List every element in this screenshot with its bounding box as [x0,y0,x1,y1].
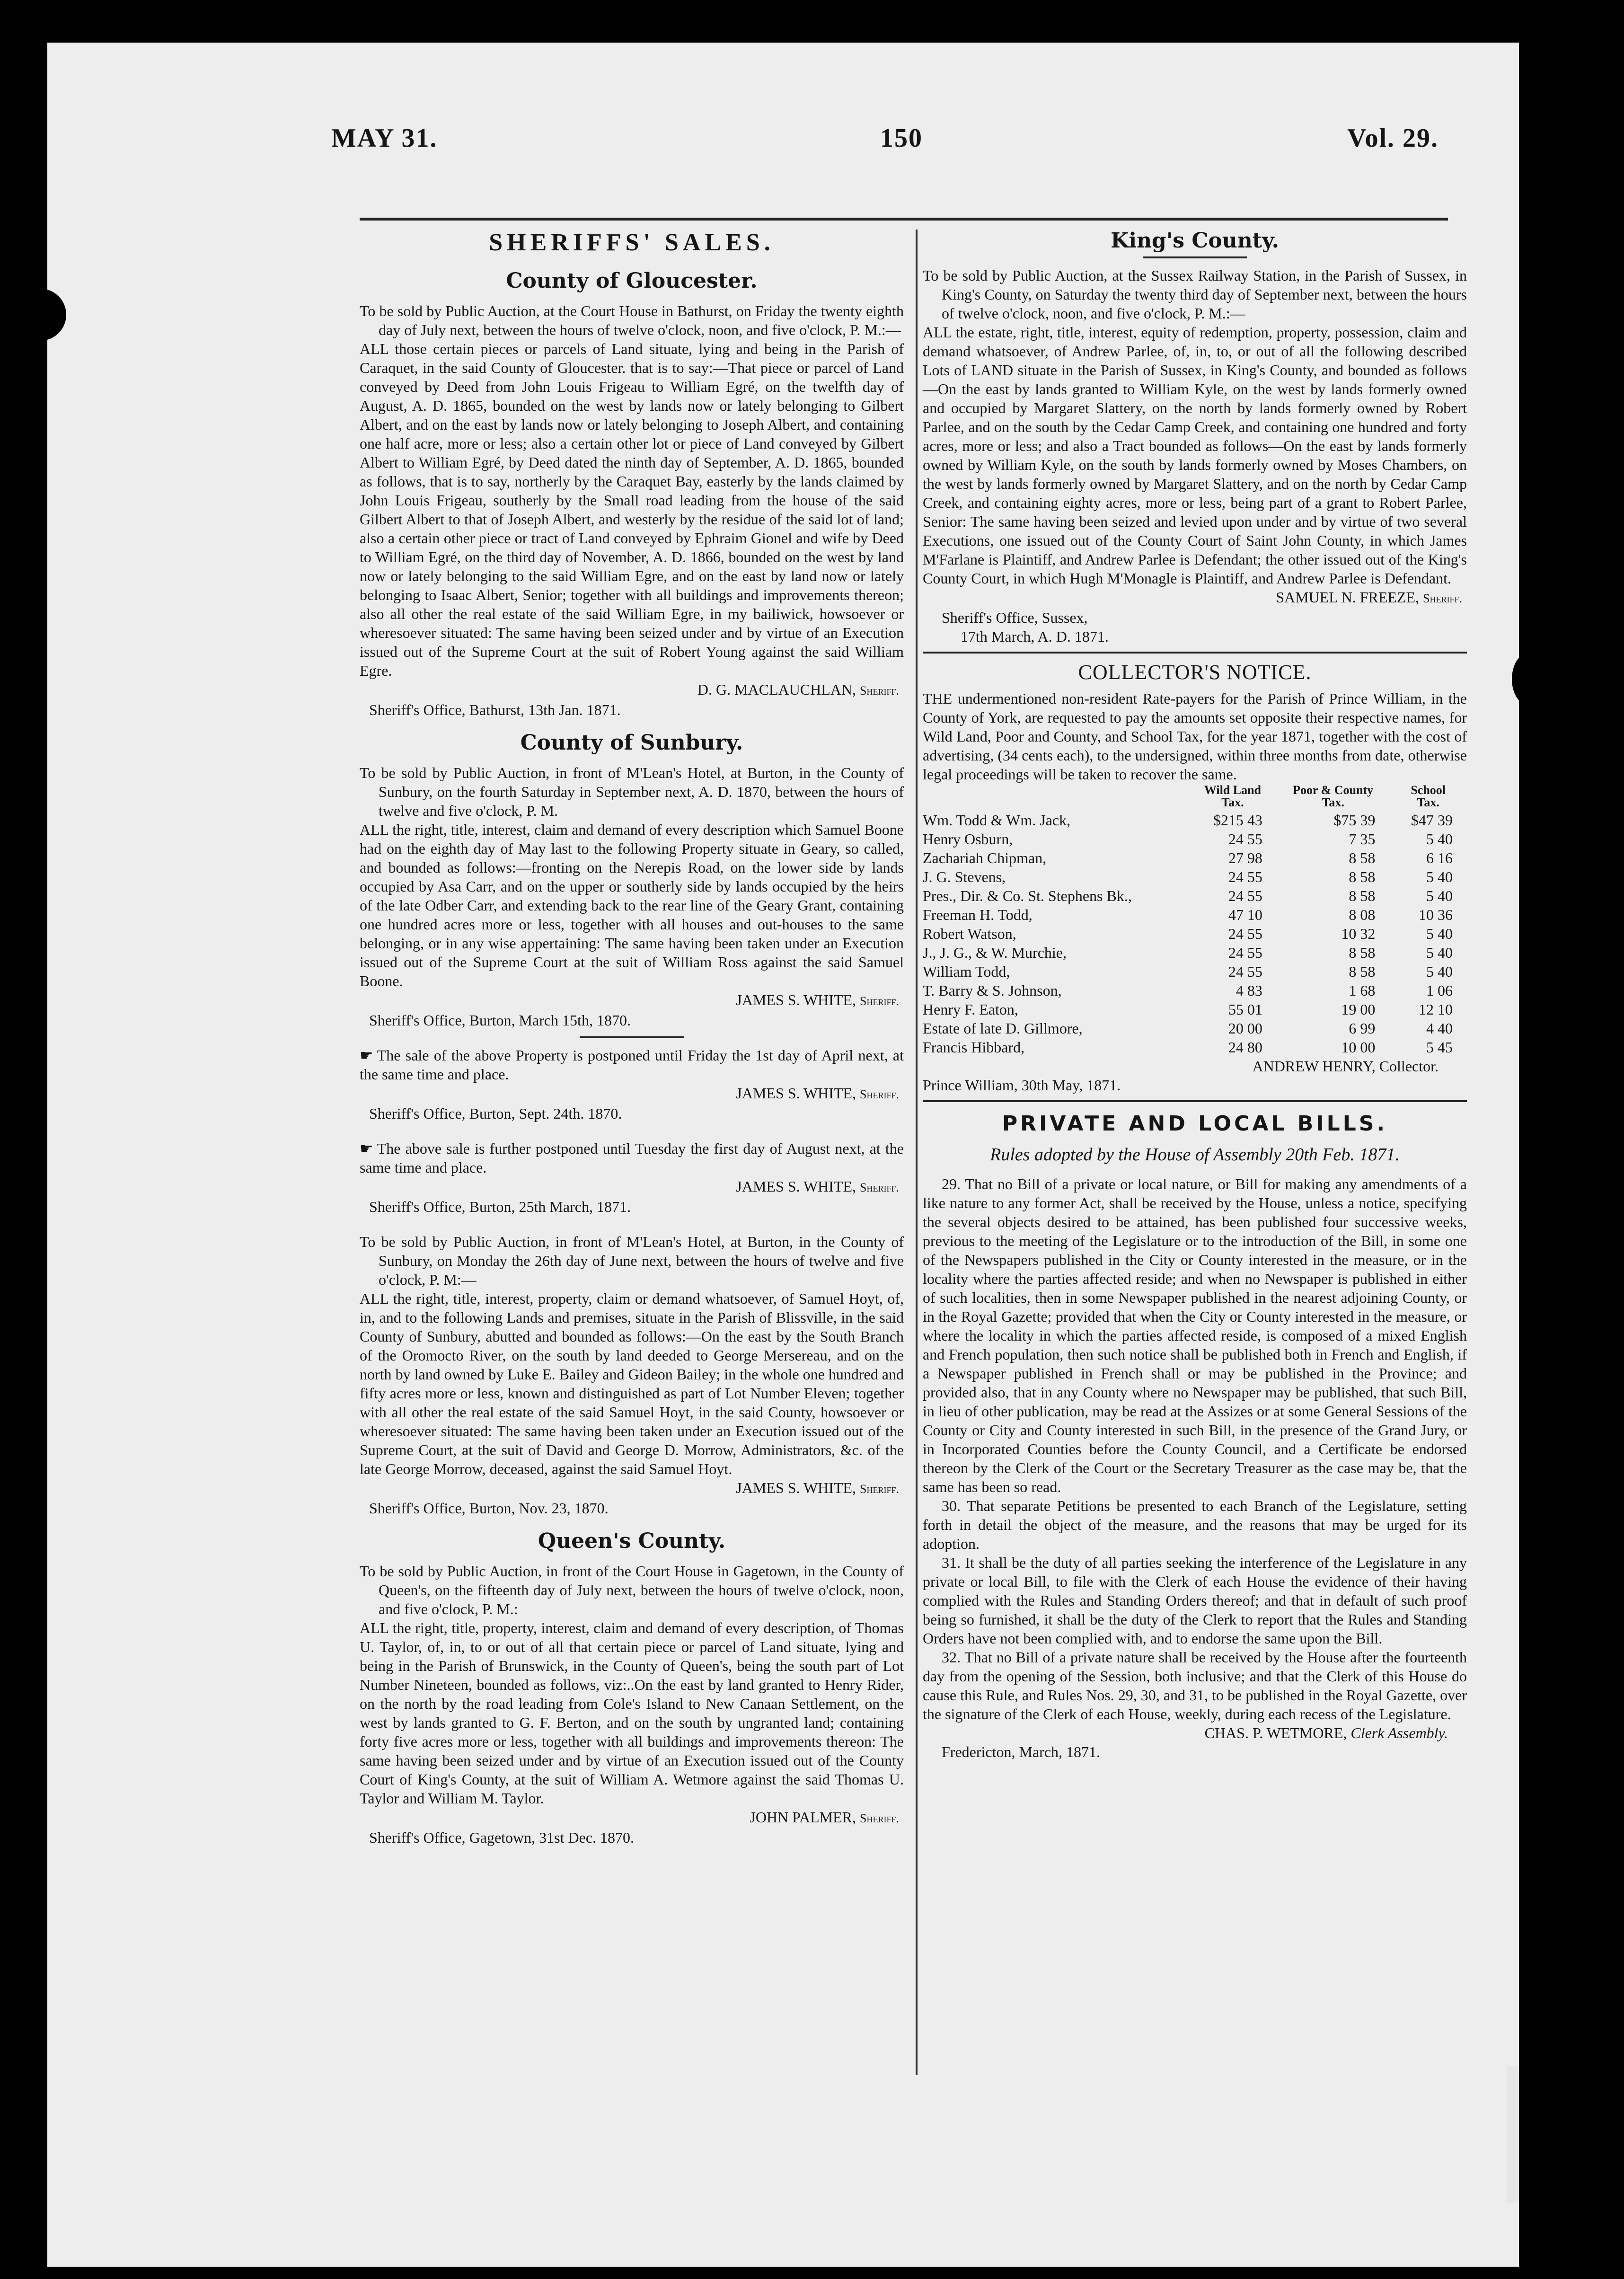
table-row [923,811,1467,830]
ratepayer-name: Zachariah Chipman, [923,849,1047,866]
tax-amount: 6 99 [1349,1020,1376,1037]
tax-amount: $47 39 [1411,812,1453,829]
table-row [923,981,1467,1000]
county-heading: County of Sunbury. [520,731,743,755]
tax-amount: 19 00 [1341,1001,1376,1018]
sheriff-signature: D. G. MACLAUCHLAN, Sheriff. [697,681,899,698]
header-volume: Vol. 29. [1347,124,1439,153]
newspaper-page [47,43,1519,2267]
tax-amount: 6 16 [1426,849,1453,866]
ratepayer-name: Francis Hibbard, [923,1039,1025,1056]
notice-body: ALL the estate, right, title, interest, equity of redemption, property, possession, claim and demand whatsoever, of Andrew Parlee, of, in, to, or out of all the following described Lots of LAND situate in the Parish of Sussex, in King's County, and bounded as follows—On the east by lands granted to William Kyle, on the west by lands formerly owned and occupied by Margaret Slattery, on the north by lands formerly owned by Robert Parlee, and on the south by the Cedar Camp Creek, and containing one hundred and forty acres, more or less; and also a Tract bounded as follows—On the east by lands formerly owned by William Kyle, on the south by lands formerly owned by Moses Chambers, on the west by lands formerly owned by Margaret Slattery, and on the north by Cedar Camp Creek, and containing eighty acres, more or less, being part of a grant to Robert Parlee, Senior: The same having been seized and levied upon under and by virtue of two several Executions, one issued out of the County Court of Saint John County, in which James M'Farlane is Plaintiff, and Andrew Parlee is Defendant; the other issued out of the King's County Court, in which Hugh M'Monagle is Plaintiff, and Andrew Parlee is Defendant. [923,324,1467,587]
ratepayer-name: Pres., Dir. & Co. St. Stephens Bk., [923,887,1132,904]
postponement-notice: ☛ The above sale is further postponed until Tuesday the first day of August next, at the same time and place. [360,1140,904,1176]
notice-body: ALL the right, title, interest, property, claim or demand whatsoever, of Samuel Hoyt, of, in, and to the following Lands and premises, situate in the Parish of Blissville, in the said County of Sunbury, abutted and bounded as follows:—On the east by the South Branch of the Oromocto River, on the south by land deeded to George Mersereau, and on the north by land owned by Luke E. Bailey and Gideon Bailey; in the whole one hundred and fifty acres more or less, known and distinguished as part of Lot Number Eleven; together with all other the real estate of the said Samuel Hoyt, in the said County, howsoever or wheresoever situated: The same having been taken under an Execution issued out of the Supreme Court, at the suit of David and George D. Morrow, Administrators, &c. of the late George Morrow, deceased, against the said Samuel Hoyt. [360,1290,904,1477]
pointing-hand-icon: ☛ [360,1140,373,1157]
sheriffs-sales-heading: SHERIFFS' SALES. [489,229,775,256]
table-row [923,830,1467,848]
clerk-signature: CHAS. P. WETMORE, Clerk Assembly. [1204,1724,1448,1741]
tax-amount: 8 58 [1349,963,1376,980]
table-row [923,867,1467,886]
table-row [923,943,1467,962]
header-page-number: 150 [880,124,923,153]
tax-amount: 8 58 [1349,849,1376,866]
sheriff-signature: SAMUEL N. FREEZE, Sheriff. [1276,589,1462,606]
ratepayer-name: Wm. Todd & Wm. Jack, [923,812,1071,829]
rule-31: 31. It shall be the duty of all parties seeking the interference of the Legislature in any private or local Bill, to file with the Clerk of each House the evidence of their having complied with the Rules and Standing Orders thereof; and that in default of such proof being so furnished, it shall be the duty of the Clerk to report that the Rules and Standing Orders have not been complied with, and to endorse the same upon the Bill. [923,1554,1467,1647]
sheriff-signature: JOHN PALMER, Sheriff. [750,1809,899,1826]
tax-amount: 20 00 [1228,1020,1262,1037]
tax-amount: 8 58 [1349,868,1376,885]
sheriff-office-date: Sheriff's Office, Burton, Nov. 23, 1870. [369,1500,609,1517]
rule-32: 32. That no Bill of a private nature shall be received by the House after the fourteenth day from the opening of the Session, both inclusive; and that the Clerk of this House do cause this Rule, and Rules Nos. 29, 30, and 31, to be published in the Royal Gazette, over the signature of the Clerk of each House, weekly, during each recess of the Legislature. [923,1649,1467,1722]
postponement-notice: ☛ The sale of the above Property is postponed until Friday the 1st day of April next, at the same time and place. [360,1046,904,1083]
tax-amount: 8 58 [1349,887,1376,904]
section-rule [923,652,1467,654]
ratepayer-name: J. G. Stevens, [923,868,1006,885]
pointing-hand-icon: ☛ [360,1046,373,1064]
tax-amount: 1 68 [1349,982,1376,999]
rules-adopted-subheading: Rules adopted by the House of Assembly 20th Feb. 1871. [990,1145,1400,1165]
section-rule [580,1036,684,1038]
table-row [923,962,1467,981]
col-poor-county: Poor & County Tax. [1293,783,1374,809]
notice-body: ALL the right, title, interest, claim and demand of every description which Samuel Boone had on the eighth day of May last to the following Property situate in Geary, so called, and bounded as follows:—fronting on the Nerepis Road, on the lower side by lands occupied by Asa Carr, and on the upper or southerly side by lands occupied by the heirs of the late Odber Carr, and extending back to the rear line of the Geary Grant, containing one hundred acres more or less, together with all houses and out-houses to the same belonging, or in any wise appertaining: The same having been taken under an Execution issued out of the Supreme Court at the suit of William Ross against the said Samuel Boone. [360,821,904,989]
tax-amount: 8 58 [1349,944,1376,961]
bills-place-date: Fredericton, March, 1871. [942,1743,1101,1760]
header-date: MAY 31. [331,124,438,153]
county-heading: County of Gloucester. [506,269,758,293]
tax-amount: 5 40 [1426,944,1453,961]
sheriff-office-date: Sheriff's Office, Burton, March 15th, 1870. [369,1012,631,1029]
ratepayer-name: Henry Osburn, [923,830,1013,848]
tax-amount: 7 35 [1349,830,1376,848]
tax-amount: 24 80 [1228,1039,1262,1056]
ratepayers-rows [923,811,1467,1057]
table-row [923,1038,1467,1057]
tax-amount: 24 55 [1228,868,1262,885]
notice-intro: To be sold by Public Auction, in front of M'Lean's Hotel, at Burton, in the County of Sunbury, on the fourth Saturday in September next, A. D. 1870, between the hours of twelve and five o'clock, P. M. [360,764,904,819]
notice-intro: To be sold by Public Auction, in front of M'Lean's Hotel, at Burton, in the County of Sunbury, on Monday the 26th day of June next, between the hours of twelve and five o'clock, P. M:— [360,1233,904,1288]
tax-amount: 5 40 [1426,925,1453,942]
collectors-notice-text: THE undermentioned non-resident Rate-payers for the Parish of Prince William, in the County of York, are requested to pay the amounts set opposite their respective names, for Wild Land, Poor and County, and School Tax, for the year 1871, together with the cost of advertising, (34 cents each), to the undersigned, within three months from date, otherwise legal proceedings will be taken to recover the same. [923,690,1467,783]
tax-amount: 27 98 [1228,849,1262,866]
county-heading: King's County. [1111,229,1279,253]
table-row [923,905,1467,924]
table-row [923,1000,1467,1019]
sheriff-signature: JAMES S. WHITE, Sheriff. [736,991,899,1008]
header-rule [360,218,1448,221]
notice-intro: To be sold by Public Auction, at the Court House in Bathurst, on Friday the twenty eighth day of July next, between the hours of twelve o'clock, noon, and five o'clock, P. M.:— [360,302,904,338]
private-local-bills-heading: PRIVATE AND LOCAL BILLS. [1002,1112,1388,1136]
county-heading: Queen's County. [538,1529,726,1553]
left-column [360,225,904,1847]
ratepayer-name: J., J. G., & W. Murchie, [923,944,1067,961]
binding-hole [47,289,66,341]
sheriff-signature: JAMES S. WHITE, Sheriff. [736,1085,899,1102]
section-rule [1143,256,1247,258]
tax-amount: 10 36 [1419,906,1453,923]
tax-amount: 24 55 [1228,830,1262,848]
rule-30: 30. That separate Petitions be presented to each Branch of the Legislature, setting forth in detail the object of the measure, and the reasons that may be urged for its adoption. [923,1497,1467,1552]
tax-amount: 4 83 [1236,982,1262,999]
sheriff-office: Sheriff's Office, Sussex, [942,609,1088,626]
table-row [923,924,1467,943]
tax-amount: 10 00 [1341,1039,1376,1056]
tax-amount: 24 55 [1228,944,1262,961]
col-school: School Tax. [1411,783,1446,809]
ratepayer-name: Estate of late D. Gillmore, [923,1020,1083,1037]
page-header [331,123,1457,170]
ratepayer-name: William Todd, [923,963,1010,980]
tax-amount: 47 10 [1228,906,1262,923]
tax-amount: 5 40 [1426,963,1453,980]
tax-amount: 8 08 [1349,906,1376,923]
table-row [923,886,1467,905]
collectors-notice-heading: COLLECTOR'S NOTICE. [1078,661,1312,684]
sheriff-office-date: Sheriff's Office, Burton, Sept. 24th. 1870. [369,1105,622,1122]
col-wild-land: Wild Land Tax. [1204,783,1262,809]
sheriff-office-date: 17th March, A. D. 1871. [961,628,1109,645]
column-divider [916,230,918,2075]
sheriff-office-date: Sheriff's Office, Gagetown, 31st Dec. 1870. [369,1829,635,1846]
notice-intro: To be sold by Public Auction, in front of the Court House in Gagetown, in the County of Queen's, on the fifteenth day of July next, between the hours of twelve o'clock, noon, and five o'clock, P. M.: [360,1563,904,1617]
ratepayer-name: Freeman H. Todd, [923,906,1033,923]
sheriff-office-date: Sheriff's Office, Burton, 25th March, 1871. [369,1198,631,1215]
rule-29: 29. That no Bill of a private or local nature, or Bill for making any amendments of a like nature to any former Act, shall be received by the House, unless a notice, specifying the several objects desired to be attained, has been published four successive weeks, previous to the meeting of the Legislature or to the introduction of the Bill, in some one of the Newspapers published in the City or County interested in the measure, or in the locality where the parties affected reside; and when no Newspaper is published in either of such localities, then in some Newspaper published in the nearest adjoining County, or in the Royal Gazette; provided that when the City or County interested in the measure, or where the locality in which the parties affected reside, is composed of a mixed English and French population, then such notice shall be published both in French and English, if a Newspaper published in French shall or may be published in the Province; and provided also, that in any County where no Newspaper may be published, that such Bill, in lieu of other publication, may be read at the Assizes or at some General Sessions of the County or City and County interested in such Bill, in the presence of the Grand Jury, or in Incorporated Counties before the County Council, and a Certificate be endorsed thereon by the Clerk of the Court or the Secretary Treasurer as the case may be, that the same has been so read. [923,1175,1467,1495]
tax-amount: 10 32 [1341,925,1376,942]
section-rule [923,1100,1467,1102]
tax-amount: 5 40 [1426,887,1453,904]
tax-amount: $215 43 [1213,812,1262,829]
tax-amount: 5 45 [1426,1039,1453,1056]
tax-amount: 24 55 [1228,887,1262,904]
table-row [923,848,1467,867]
collector-signature: ANDREW HENRY, Collector. [1252,1058,1439,1075]
collector-place-date: Prince William, 30th May, 1871. [923,1077,1121,1094]
tax-amount: 55 01 [1228,1001,1262,1018]
punch-hole [1512,653,1519,705]
tax-amount: 24 55 [1228,963,1262,980]
notice-intro: To be sold by Public Auction, at the Sussex Railway Station, in the Parish of Sussex, in King's County, on Saturday the twenty third day of September next, between the hours of twelve o'clock, noon, and five o'clock, P. M.:— [923,267,1467,322]
right-column [923,225,1467,1761]
notice-body: ALL those certain pieces or parcels of Land situate, lying and being in the Parish of Caraquet, in the said County of Gloucester. that is to say:—That piece or parcel of Land conveyed by Deed from John Louis Frigeau to William Egré, on the twelfth day of August, A. D. 1865, bounded on the west by lands now or lately belonging to Gilbert Albert, and on the east by lands now or lately belonging to Joseph Albert, and containing one half acre, more or less; also a certain other lot or piece of Land conveyed by Gilbert Albert to William Egré, by Deed dated the ninth day of September, A. D. 1865, bounded as follows, that is to say, northerly by the Caraquet Bay, easterly by the lands claimed by John Louis Frigeau, southerly by the Small road leading from the house of the said Gilbert Albert to that of Joseph Albert, and westerly by the residue of the said lot of land; also a certain other piece or tract of Land conveyed by Ephraim Gionel and wife by Deed to William Egré, on the third day of November, A. D. 1866, bounded on the west by land now or lately belonging to the said William Egre, and on the east by land now or lately belonging to Isaac Albert, Senior; together with all buildings and improvements thereon; also all other the real estate of the said William Egre, in my bailiwick, howsoever or wheresoever situated: The same having been seized under and by virtue of an Execution issued out of the Supreme Court at the suit of Robert Young against the said William Egre. [360,340,904,679]
notice-body: ALL the right, title, property, interest, claim and demand of every description, of Thomas U. Taylor, of, in, to or out of all that certain piece or parcel of Land situate, lying and being in the Parish of Brunswick, in the County of Queen's, being the south part of Lot Number Nineteen, bounded as follows, viz:..On the east by land granted to Henry Rider, on the north by the road leading from Cole's Island to New Canaan Settlement, on the west by lands granted to G. F. Berton, and on the south by ungranted land; containing forty five acres more or less, together with all buildings and improvements thereon: The same having been seized under and by virtue of an Execution issued out of the County Court of King's County, at the suit of William A. Wetmore against the said Thomas U. Taylor and William M. Taylor. [360,1619,904,1807]
ratepayer-name: T. Barry & S. Johnson, [923,982,1062,999]
tax-amount: 4 40 [1426,1020,1453,1037]
ratepayer-name: Henry F. Eaton, [923,1001,1018,1018]
tax-amount: 24 55 [1228,925,1262,942]
tax-amount: 5 40 [1426,830,1453,848]
ratepayers-table [923,784,1467,1057]
tax-amount: 12 10 [1419,1001,1453,1018]
tax-amount: 1 06 [1426,982,1453,999]
page-nick [1507,2066,1519,2203]
ratepayer-name: Robert Watson, [923,925,1016,942]
table-row [923,1019,1467,1038]
sheriff-signature: JAMES S. WHITE, Sheriff. [736,1178,899,1195]
tax-amount: 5 40 [1426,868,1453,885]
sheriff-office-date: Sheriff's Office, Bathurst, 13th Jan. 1871. [369,701,621,718]
sheriff-signature: JAMES S. WHITE, Sheriff. [736,1479,899,1496]
tax-amount: $75 39 [1333,812,1376,829]
